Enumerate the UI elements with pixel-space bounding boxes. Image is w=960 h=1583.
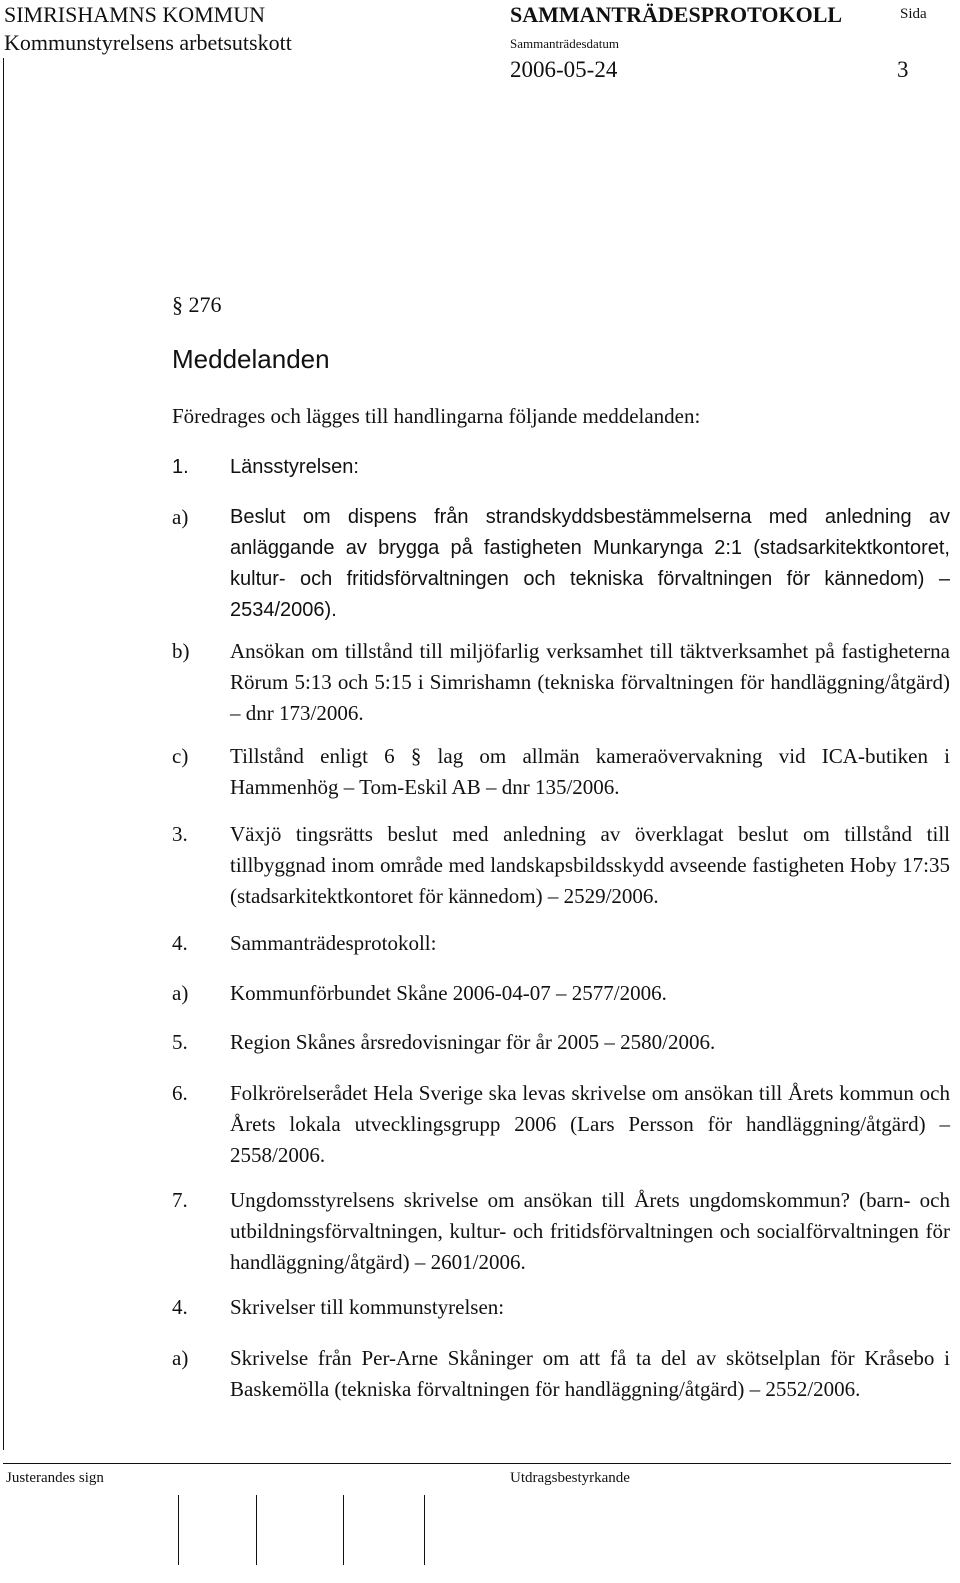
- page-label: Sida: [900, 6, 927, 22]
- item-text: Folkrörelserådet Hela Sverige ska levas skrivelse om ansökan till Årets kommun och Årets lokala utvecklingsgrupp 2006 (Lars Persson för handläggning/åtgärd) – 2558/2006.: [230, 1081, 950, 1167]
- list-item: [172, 741, 950, 803]
- item-text: Region Skånes årsredovisningar för år 2005 – 2580/2006.: [230, 1030, 716, 1054]
- item-label: 1.: [172, 456, 189, 478]
- list-item: [172, 1185, 950, 1278]
- item-label: 4.: [172, 931, 188, 955]
- item-text: Skrivelser till kommunstyrelsen:: [230, 1295, 505, 1319]
- item-text: Ansökan om tillstånd till miljöfarlig verksamhet till täktverksamhet på fastigheterna Rörum 5:13 och 5:15 i Simrishamn (tekniska förvaltningen för handläggning/åtgärd) – dnr 173/2006.: [230, 639, 950, 725]
- item-label: 5.: [172, 1030, 188, 1054]
- justering-label: Justerandes sign: [6, 1470, 104, 1486]
- item-text: Skrivelse från Per-Arne Skåninger om att få ta del av skötselplan för Kråsebo i Baskemölla (tekniska förvaltningen för handläggning/åtgärd) – 2552/2006.: [230, 1346, 950, 1401]
- list-item: [172, 819, 950, 912]
- item-text: Sammanträdesprotokoll:: [230, 931, 437, 955]
- list-item: [172, 1027, 950, 1058]
- item-label: c): [172, 744, 189, 768]
- item-text: Länsstyrelsen:: [230, 456, 359, 478]
- signature-box-line: [178, 1495, 179, 1565]
- signature-box-line: [256, 1495, 257, 1565]
- footer-divider: [3, 1463, 951, 1464]
- item-label: a): [172, 981, 189, 1005]
- section-intro: Föredrages och lägges till handlingarna följande meddelanden:: [172, 404, 701, 428]
- signature-box-line: [343, 1495, 344, 1565]
- list-item: [172, 1078, 950, 1171]
- item-text: Kommunförbundet Skåne 2006-04-07 – 2577/2006.: [230, 981, 667, 1005]
- list-item: [172, 502, 950, 626]
- committee-name: Kommunstyrelsens arbetsutskott: [4, 30, 292, 55]
- list-item: [172, 978, 950, 1009]
- list-item: [172, 1343, 950, 1405]
- meeting-date: 2006-05-24: [510, 57, 618, 82]
- list-item: [172, 452, 950, 483]
- item-text: Växjö tingsrätts beslut med anledning av överklagat beslut om tillstånd till tillbyggnad inom område med landskapsbildsskydd avseende fastigheten Hoby 17:35 (stadsarkitektkontoret för kännedom) – 2529/2006.: [230, 822, 950, 908]
- item-label: a): [172, 1346, 189, 1370]
- list-item: [172, 1292, 950, 1323]
- left-margin-line: [3, 58, 4, 1450]
- item-text: Ungdomsstyrelsens skrivelse om ansökan till Årets ungdomskommun? (barn- och utbildningsförvaltningen, kultur- och fritidsförvaltningen och socialförvaltningen för handläggning/åtgärd) – 2601/2006.: [230, 1188, 950, 1274]
- item-label: 4.: [172, 1295, 188, 1319]
- item-text: Beslut om dispens från strandskyddsbestämmelserna med anledning av anläggande av brygga på fastigheten Munkarynga 2:1 (stadsarkitektkontoret, kultur- och fritidsförvaltningen och tekniska förvaltningen för kännedom) – 2534/2006).: [230, 506, 950, 621]
- list-item: [172, 636, 950, 729]
- municipality-name: SIMRISHAMNS KOMMUN: [4, 2, 265, 27]
- section-number: § 276: [172, 292, 222, 317]
- list-item: [172, 928, 950, 959]
- item-label: 3.: [172, 822, 188, 846]
- signature-box-line: [424, 1495, 425, 1565]
- item-text: Tillstånd enligt 6 § lag om allmän kameraövervakning vid ICA-butiken i Hammenhög – Tom-Eskil AB – dnr 135/2006.: [230, 744, 950, 799]
- date-label: Sammanträdesdatum: [510, 36, 620, 51]
- document-type: SAMMANTRÄDESPROTOKOLL: [510, 2, 843, 27]
- item-label: a): [172, 505, 189, 529]
- item-label: 6.: [172, 1081, 188, 1105]
- utdrag-label: Utdragsbestyrkande: [510, 1470, 630, 1486]
- section-title: Meddelanden: [172, 344, 330, 374]
- item-label: 7.: [172, 1188, 188, 1212]
- item-label: b): [172, 639, 190, 663]
- page-number: 3: [897, 57, 909, 82]
